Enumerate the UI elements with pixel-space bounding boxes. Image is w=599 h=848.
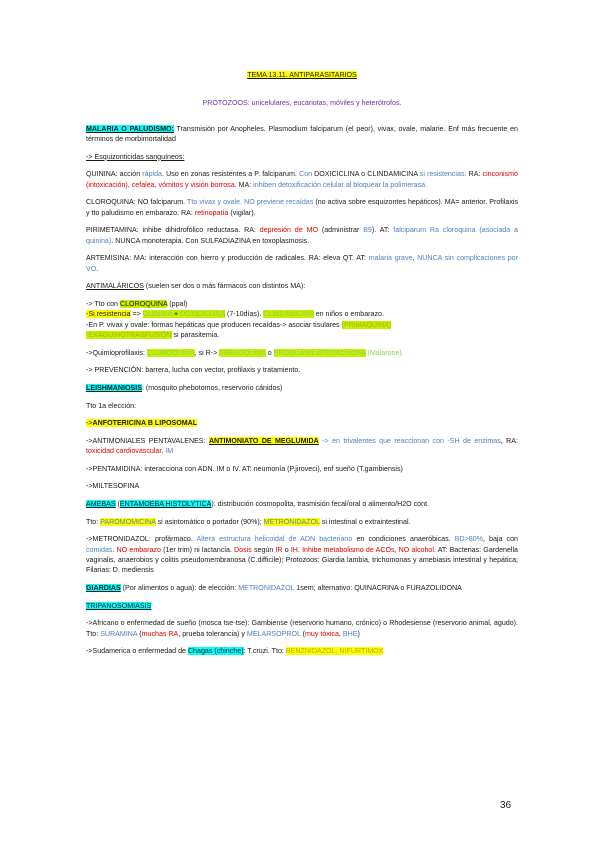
page-title <box>86 70 518 80</box>
am-l5f: PROGUANIL/ATOVACUONA <box>273 348 366 357</box>
quinina-text-g: CLINDAMICINA <box>367 170 418 179</box>
am-l4b: si parasitemia. <box>171 331 220 340</box>
am-l2b: => <box>130 310 143 319</box>
leish-l4: ->PENTAMIDINA: interacciona con ADN. IM o IV. AT: neumonía (P.jiroveci), enf sueño (T.gambiensis) <box>86 464 403 473</box>
trip-l1j: BHE <box>342 629 358 638</box>
quinina-text-j: cinconismo (intoxicación), cefalea, vómitos y visión borrosa <box>86 170 518 189</box>
am-l3b: (PRIMAQUINA) <box>341 320 392 329</box>
quinina-text-l: inhiben detoxificación celular al bloquear la polimerasa. <box>253 180 428 189</box>
pirimetamina-text-a: PIRIMETAMINA: inhibe dihidrofólico reductasa. RA: <box>86 226 260 235</box>
trip-line-1 <box>86 618 518 639</box>
am-l5c: , si R-> <box>194 348 220 357</box>
giardias-paragraph <box>86 583 518 593</box>
am-l5g: (Malarone). <box>365 348 404 357</box>
amebas-l2m: o <box>282 545 291 554</box>
amebas-l2h: NO embarazo <box>116 545 161 554</box>
amebas-line-2 <box>86 534 518 576</box>
amebas-l1b: PAROMOMICINA <box>100 517 156 526</box>
trip-l1k: ) <box>357 629 360 638</box>
trip-head: TRIPANOSOMIASIS <box>86 601 152 610</box>
quinina-paragraph <box>86 169 518 190</box>
amebas-l2d: BD>80% <box>454 535 483 544</box>
amebas-l2c: en condiciones anaeróbicas. <box>352 535 455 544</box>
amebas-l2g: . <box>112 545 117 554</box>
amebas-l2s: . AT: Bacterias: Gardenella vaginalis, anaerobios y colitis pseudomembranosa (C.difficile); Protozoos: Giardia lambia, trichomonas y amebiasis intestinal y hepática; Filarias: D. mediensis <box>86 545 519 575</box>
quinina-text-i: RA: <box>466 170 483 179</box>
artemisina-paragraph <box>86 253 518 274</box>
amebas-l2p: Inhibe metabolismo de ACOs <box>302 545 395 554</box>
leish-line-2 <box>86 418 518 428</box>
document-body <box>86 70 518 664</box>
leish-l2b: ANFOTERICINA B LIPOSOMAL <box>92 419 198 428</box>
am-l2f: (7-10días). <box>225 310 264 319</box>
pirimetamina-text-c: (administrar <box>318 226 364 235</box>
leish-rest: : (mosquito phebotomos, reservorio cánidos) <box>141 384 283 392</box>
cloroquina-text-b: Tto vivax y ovale. NO previene recaídas <box>187 198 314 207</box>
amebas-l2n: IH <box>290 545 298 554</box>
antimalaricos-line-3 <box>86 320 518 330</box>
amebas-l1e: si intestinal o extraintestinal. <box>319 517 411 526</box>
amebas-l2l: IR <box>275 545 283 554</box>
amebas-head: AMEBAS <box>86 499 116 508</box>
amebas-l1a: Tto: <box>86 517 101 526</box>
amebas-c: ENTAMOEBA HISTOLYTICA <box>119 499 212 508</box>
trip-l1c: ( <box>137 629 142 638</box>
pirimetamina-text-g: . NUNCA monoterapia. Con SULFADIAZINA en toxoplasmosis. <box>111 236 310 245</box>
trip-l1a: ->Africano o enfermedad de sueño (mosca tse-tse): Gambiense (reservorio humano, crónico) o Rhodesiense (reservorio animal, agudo). Tto: <box>86 619 518 638</box>
leish-l3e: toxicidad cardiovascular <box>86 447 162 456</box>
giardias-a: GIARDIAS <box>86 583 121 592</box>
quinina-text-h: si resistencias. <box>417 170 467 179</box>
am-l1a: -> Tto con <box>86 300 120 308</box>
pirimetamina-text-b: depresión de MO <box>259 226 318 235</box>
am-l1b: CLOROQUINA <box>119 300 168 308</box>
malaria-text: Transmisión por Anopheles. Plasmodium falciparum (el peor), vivax, ovale, malarie. Enf más frecuente en términos de morbimortalidad <box>86 124 518 144</box>
trip-l1h: muy tóxica <box>305 629 339 638</box>
amebas-l2e: , baja con <box>482 535 518 544</box>
esquizonticidas-text: -> Esquizonticidas sanguíneos: <box>86 152 185 161</box>
amebas-l2o: . <box>297 545 303 554</box>
am-l3a: -En P. vivax y ovale: formas hepáticas que producen recaídas-> asociar tisulares <box>86 320 342 329</box>
amebas-line-1 <box>86 517 518 527</box>
antimalaricos-rest: (suelen ser dos o más fármacos con distintos MA): <box>143 282 306 291</box>
leish-l3b: ANTIMONIATO DE MEGLUMIDA <box>208 436 319 445</box>
amebas-l1c: si asintomático o portador (90%); <box>155 517 264 526</box>
amebas-l2f: comidas <box>86 545 113 554</box>
amebas-l2a: ->METRONIDAZOL: profármaco. <box>86 535 197 544</box>
antimalaricos-line-1 <box>86 299 518 309</box>
pirimetamina-text-e: ). AT: <box>371 226 394 235</box>
subtitle: PROTOZOOS: unicelulares, eucariotas, móviles y heterótrofos. <box>202 99 402 108</box>
am-l1c: (ppal) <box>167 300 188 308</box>
artemisina-text-c: , <box>412 254 418 263</box>
leishmaniosis-heading <box>86 383 518 393</box>
cloroquina-text-d: retinopatía <box>194 208 229 217</box>
trip-l1b: SURAMINA <box>100 629 138 638</box>
cloroquina-text-a: CLOROQUINA: NO falciparum. <box>86 198 188 207</box>
am-l5a: ->Quimioprofilaxis: <box>86 348 147 357</box>
artemisina-text-d: NUNCA sin complicaciones por VO <box>86 254 518 273</box>
trip-l1f: MELARSOPROL <box>246 629 301 638</box>
antimalaricos-line-2 <box>86 309 518 319</box>
amebas-l2b: Altera estructura helicoidal de ADN bacteriano <box>196 535 353 544</box>
quinina-text-a: QUININA: acción <box>86 170 143 179</box>
antimalaricos-line-6 <box>86 365 518 375</box>
amebas-l2j: Dosis <box>234 545 252 554</box>
cloroquina-text-e: (vigilar). <box>228 208 256 217</box>
leish-l3a: ->ANTIMONIALES PENTAVALENES: <box>86 436 209 445</box>
giardias-c: METRONIDAZOL <box>238 583 295 592</box>
amebas-l2r: NO alcohol <box>398 545 434 554</box>
trip-l2c: : T.cruzi. Tto: <box>243 647 286 656</box>
giardias-b: (Por alimentos o agua): de elección: <box>120 583 239 592</box>
amebas-b: ( <box>115 499 120 508</box>
am-l2e: DOXICICLINA <box>180 310 226 319</box>
am-l5d: MEFLOQUINA <box>219 348 266 357</box>
giardias-d: 1sem; alternativo: QUINACRINA o FURAZOLIDONA <box>294 583 462 592</box>
cloroquina-paragraph <box>86 197 518 218</box>
quinina-text-d: Con <box>299 170 315 179</box>
esquizonticidas-heading <box>86 152 518 162</box>
leish-line-3 <box>86 436 518 457</box>
leish-line-1 <box>86 401 518 411</box>
quinina-text-e: DOXICICLINA <box>314 170 360 179</box>
leish-head: LEISHMANIOSIS <box>86 384 142 392</box>
leish-l3d: , RA: <box>500 436 518 445</box>
quinina-text-f: o <box>359 170 368 179</box>
antimalaricos-head: ANTIMALÁRICOS <box>86 282 144 291</box>
trip-l1i: , <box>338 629 343 638</box>
pirimetamina-text-f: falciparum Ra cloroquina (asociada a quinina) <box>86 226 519 245</box>
amebas-l2k: según <box>251 545 276 554</box>
am-l4a: -EXAGUINOTRASFUSIÓN <box>86 331 172 340</box>
amebas-l2i: (1er trim) ni lactancia. <box>160 545 235 554</box>
am-l2h: en niños o embarazo. <box>313 310 384 319</box>
trip-l1d: muchas RA <box>141 629 179 638</box>
quinina-text-c: . Uso en zonas resistentes a P. falciparum. <box>162 170 299 179</box>
tripanosomiasis-heading <box>86 601 518 611</box>
amebas-heading <box>86 499 518 509</box>
antimalaricos-heading <box>86 281 518 291</box>
trip-l2a: ->Sudamerica o enfermedad de <box>86 647 188 656</box>
trip-l1e: , prueba tolerancia) y <box>178 629 247 638</box>
amebas-l1d: METRONIDAZOL <box>263 517 320 526</box>
quinina-text-k: . MA: <box>234 180 254 189</box>
am-l6: -> PREVENCIÓN: barrera, lucha con vector, profilaxis y tratamiento. <box>86 366 301 375</box>
leish-line-5 <box>86 481 518 491</box>
trip-l2d: BENZNIDAZOL, NIFURTIMOX <box>285 647 384 656</box>
amebas-d: ): distribución cosmopolita, trasmisión fecal/oral o alimento/H2O cont. <box>211 499 430 508</box>
leish-line-4 <box>86 464 518 474</box>
antimalaricos-line-5 <box>86 348 518 358</box>
amebas-l2q: , <box>394 545 399 554</box>
artemisina-text-e: . <box>96 264 99 273</box>
trip-l2b: Chagas (chinche) <box>187 647 244 656</box>
leish-l2a: -> <box>86 419 93 428</box>
cloroquina-text-c: (no activa sobre esquizontes hepáticos). MA= anterior. Profilaxis y tto paludismo en embarazo. RA: <box>86 198 518 217</box>
title-text: TEMA 13.11. ANTIPARASITARIOS <box>247 71 357 79</box>
trip-line-2 <box>86 646 518 656</box>
artemisina-text-b: malaria grave <box>368 254 413 263</box>
malaria-heading: MALARIA O PALUDISMO: <box>86 124 174 133</box>
leish-l5: ->MILTESOFINA <box>86 482 140 491</box>
quinina-text-b: rápida <box>142 170 162 179</box>
am-l2a: -Si resistencia <box>86 310 131 319</box>
leish-l3g: IM <box>165 447 174 456</box>
leish-l3f: . <box>161 447 166 456</box>
trip-l1g: ( <box>300 629 305 638</box>
malaria-paragraph <box>86 124 518 145</box>
page-number: 36 <box>500 800 512 811</box>
am-l5e: o <box>265 348 274 357</box>
pirimetamina-text-d: B9 <box>363 226 372 235</box>
am-l2c: QUININA <box>142 310 172 319</box>
leish-l3c: -> en trivalentes que reaccionan con -SH de enzimas <box>318 436 501 445</box>
pirimetamina-paragraph <box>86 225 518 246</box>
am-l2d: + <box>171 310 181 319</box>
am-l5b: CLOROQUINA <box>146 348 195 357</box>
leish-l1: Tto 1a elección: <box>86 401 137 410</box>
antimalaricos-line-4 <box>86 330 518 340</box>
artemisina-text-a: ARTEMISINA: MA: interacción con hierro y producción de radicales. RA: eleva QT. AT: <box>86 254 369 263</box>
am-l2g: CLINDAMICINA <box>263 310 314 319</box>
